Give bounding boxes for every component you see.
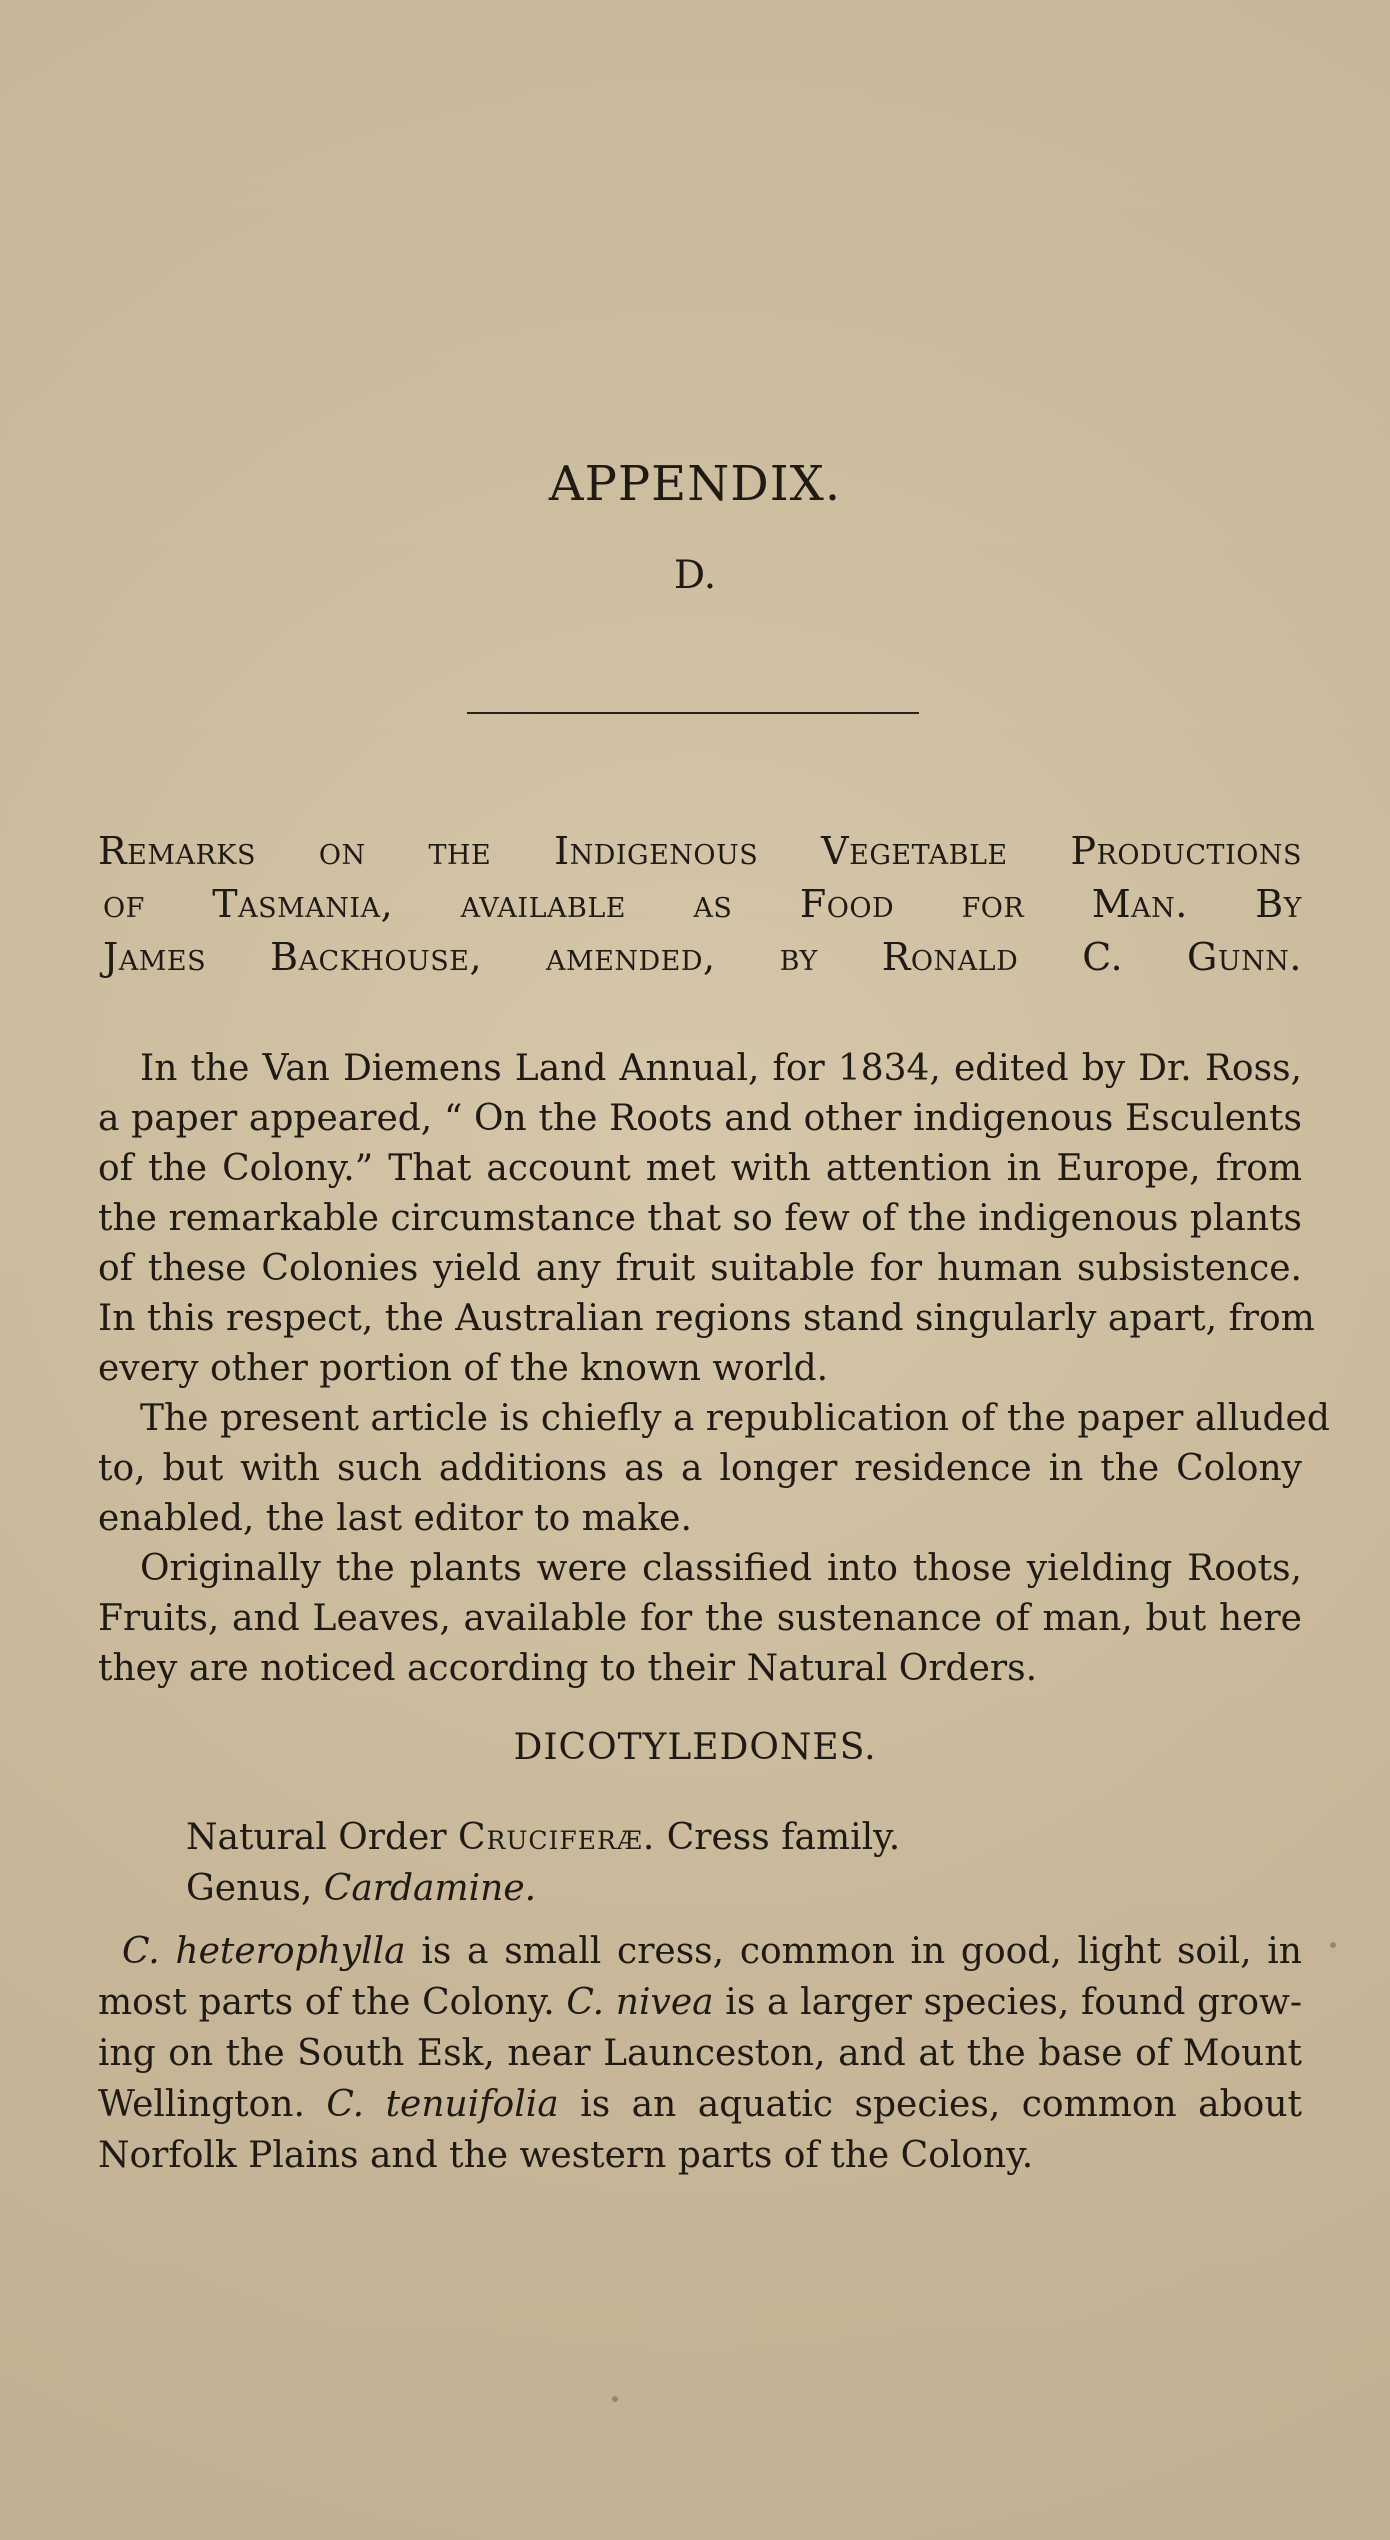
- paragraph-3-line-3: they are noticed according to their Natural Orders.: [98, 1648, 1038, 1689]
- species-line-1: [98, 1926, 1302, 1977]
- species-line-3-text: ing on the South Esk, near Launceston, and at the base of Mount: [98, 2033, 1302, 2074]
- section-divider: [467, 712, 919, 714]
- paragraph-2-line-1: The present article is chiefly a republication of the paper alluded: [140, 1398, 1330, 1439]
- genus-prefix: Genus,: [186, 1868, 324, 1909]
- species-heterophylla: C. heterophylla: [122, 1931, 406, 1972]
- paper-speck: [612, 2396, 618, 2402]
- remarks-line-3: James Backhouse, amended, by Ronald C. Gunn.: [103, 935, 1302, 979]
- species-line-2-text-a: most parts of the Colony.: [98, 1982, 567, 2023]
- species-line-3: [98, 2028, 1302, 2079]
- remarks-heading: [98, 825, 1302, 984]
- paragraph-1-line-6: In this respect, the Australian regions stand singularly apart, from: [98, 1298, 1315, 1339]
- appendix-title: APPENDIX.: [548, 456, 842, 512]
- species-line-5: [98, 2130, 1302, 2181]
- cardamine-paragraph: [98, 1926, 1302, 2181]
- paragraph-1-line-3: of the Colony.” That account met with attention in Europe, from: [98, 1148, 1302, 1189]
- genus-name: Cardamine.: [323, 1868, 537, 1909]
- intro-body: [98, 1044, 1330, 1694]
- species-line-2: [98, 1977, 1302, 2028]
- order-name: Cruciferæ.: [457, 1817, 656, 1858]
- paragraph-2-line-2: to, but with such additions as a longer residence in the Colony: [98, 1448, 1302, 1489]
- paper-speck: [1330, 1942, 1336, 1948]
- paragraph-3-line-1: Originally the plants were classified into those yielding Roots,: [140, 1548, 1302, 1589]
- order-prefix: Natural Order: [186, 1817, 458, 1858]
- species-line-1-text: is a small cress, common in good, light soil, in: [405, 1931, 1302, 1972]
- species-nivea: C. nivea: [566, 1982, 714, 2023]
- species-line-4-text-b: is an aquatic species, common about: [558, 2084, 1303, 2125]
- dicotyledones-heading: DICOTYLEDONES.: [513, 1727, 877, 1768]
- paragraph-1-line-1: In the Van Diemens Land Annual, for 1834, edited by Dr. Ross,: [140, 1048, 1302, 1089]
- paragraph-3-line-2: Fruits, and Leaves, available for the sustenance of man, but here: [98, 1598, 1302, 1639]
- paragraph-1-line-4: the remarkable circumstance that so few of the indigenous plants: [98, 1198, 1302, 1239]
- remarks-line-2: of Tasmania, available as Food for Man. By: [103, 882, 1302, 926]
- genus-line: [186, 1863, 1186, 1914]
- species-line-5-text: Norfolk Plains and the western parts of the Colony.: [98, 2135, 1034, 2176]
- paragraph-1-line-7: every other portion of the known world.: [98, 1348, 829, 1389]
- species-tenuifolia: C. tenuifolia: [326, 2084, 559, 2125]
- paragraph-1-line-2: a paper appeared, “ On the Roots and other indigenous Esculents: [98, 1098, 1302, 1139]
- species-line-4: [98, 2079, 1302, 2130]
- order-suffix: Cress family.: [655, 1817, 901, 1858]
- paragraph-1-line-5: of these Colonies yield any fruit suitable for human subsistence.: [98, 1248, 1302, 1289]
- paragraph-2-line-3: enabled, the last editor to make.: [98, 1498, 692, 1539]
- species-line-4-text-a: Wellington.: [98, 2084, 327, 2125]
- appendix-letter: D.: [673, 553, 717, 598]
- species-line-2-text-b: is a larger species, found grow-: [713, 1982, 1302, 2023]
- natural-order-line: [186, 1812, 1186, 1863]
- remarks-line-1: Remarks on the Indigenous Vegetable Productions: [98, 829, 1302, 873]
